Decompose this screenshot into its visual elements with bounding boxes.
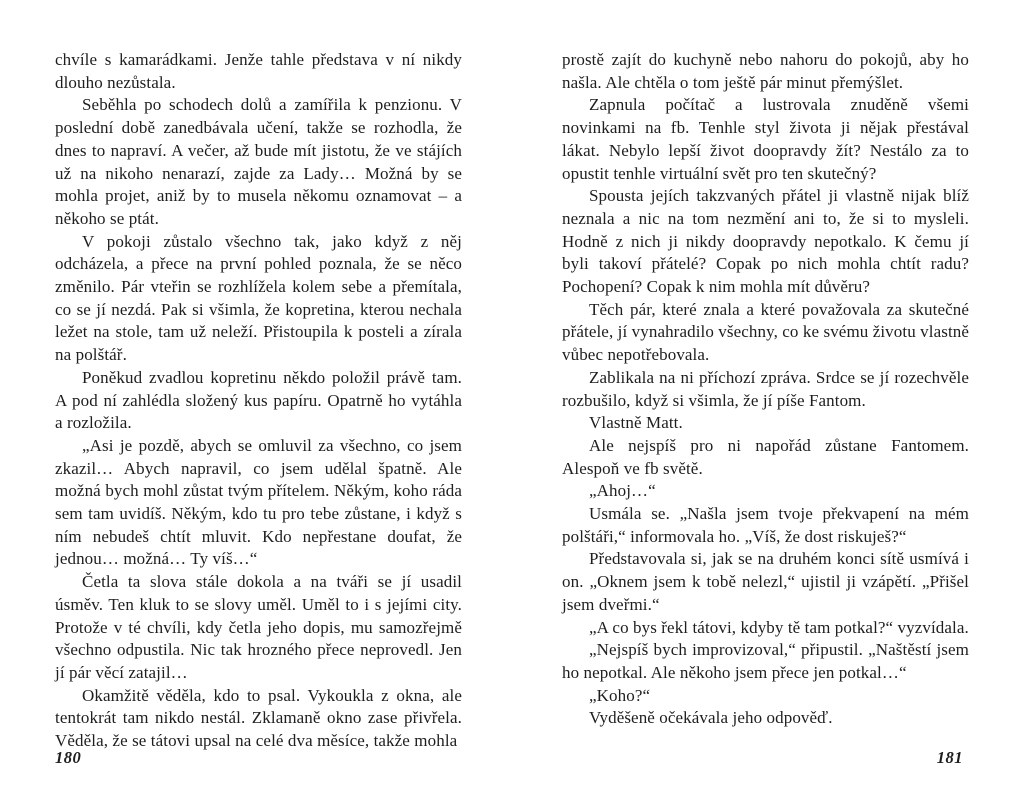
page-number-left: 180 [55,748,82,767]
paragraph: chvíle s kamarádkami. Jenže tahle představa v ní nikdy dlouho nezůstala. [55,50,462,92]
paragraph: „Koho?“ [589,685,651,705]
paragraph: Spousta jejích takzvaných přátel ji vlastně nijak blíž neznala a nic na tom nezmění ani to, že si to mysleli. Hodně z nich ji nikdy doopravdy nepotkalo. K čemu jí byli takoví přátelé? Copak po nich mohla chtít radu? Pochopení? Copak k nim mohla mít důvěru? [562,186,969,297]
paragraph: „A co bys řekl tátovi, kdyby tě tam potkal?“ vyzvídala. [589,617,969,637]
paragraph: Zablikala na ni příchozí zpráva. Srdce se jí rozechvěle rozbušilo, když si všimla, že jí píše Fantom. [562,367,969,410]
paragraph: „Asi je pozdě, abych se omluvil za všechno, co jsem zkazil… Abych napravil, co jsem udělal špatně. Ale možná bych mohl zůstat tvým přítelem. Někým, koho ráda sem tam uvidíš. Někým, kdo tu pro tebe zůstane, i když s ním nebudeš chtít mluvit. Kdo nepřestane doufat, že jednou… možná… Ty víš…“ [55,435,462,569]
paragraph: prostě zajít do kuchyně nebo nahoru do pokojů, aby ho našla. Ale chtěla o tom ještě pár minut přemýšlet. [562,50,969,92]
paragraph: Vlastně Matt. [589,413,683,433]
left-page-text [55,49,462,753]
paragraph: Četla ta slova stále dokola a na tváři se jí usadil úsměv. Ten kluk to se slovy uměl. Uměl to i s jejími city. Protože v té chvíli, kdy četla jeho dopis, mu samozřejmě všechno odpustila. Nic tak hrozného přece neprovedl. Jen jí pár věcí zatajil… [55,572,462,682]
right-page-text [562,49,969,730]
paragraph: Ale nejspíš pro ni napořád zůstane Fantomem. Alespoň ve fb světě. [562,435,969,478]
paragraph: V pokoji zůstalo všechno tak, jako když z něj odcházela, a přece na první pohled poznala, že se něco změnilo. Pár vteřin se rozhlížela kolem sebe a přemítala, co se jí nezdá. Pak si všimla, že kopretina, kterou nechala ležet na stole, tam už neleží. Přistoupila k posteli a zírala na polštář. [55,231,462,365]
page-number-right: 181 [936,748,963,767]
paragraph: Usmála se. „Našla jsem tvoje překvapení na mém polštáři,“ informovala ho. „Víš, že dost riskuješ?“ [562,504,969,546]
paragraph: Okamžitě věděla, kdo to psal. Vykoukla z okna, ale tentokrát tam nikdo nestál. Zklamaně okno zase přivřela. Věděla, že se tátovi upsal na celé dva měsíce, takže mohla [55,685,462,751]
paragraph: „Nejspíš bych improvizoval,“ připustil. „Naštěstí jsem ho nepotkal. Ale někoho jsem přece jen potkal…“ [562,640,969,682]
paragraph: Poněkud zvadlou kopretinu někdo položil právě tam. A pod ní zahlédla složený kus papíru. Opatrně ho vytáhla a rozložila. [55,367,462,433]
paragraph: Představovala si, jak se na druhém konci sítě usmívá i on. „Oknem jsem k tobě nelezl,“ ujistil ji vzápětí. „Přišel jsem dveřmi.“ [562,549,969,614]
paragraph: Seběhla po schodech dolů a zamířila k penzionu. V poslední době zanedbávala učení, takže se rozhodla, že dnes to napraví. A večer, až bude mít jistotu, že ve stájích už na nikoho nenarazí, zajde za Lady… Možná by se mohla projet, aniž by to musela někomu oznamovat – a někoho se ptát. [55,95,462,228]
paragraph: „Ahoj…“ [589,481,656,501]
paragraph: Zapnula počítač a lustrovala znuděně všemi novinkami na fb. Tenhle styl života ji nějak přestával lákat. Nebylo lepší život doopravdy žít? Nestálo za to opustit tenhle virtuální svět pro ten skutečný? [562,95,969,183]
paragraph: Vyděšeně očekávala jeho odpověď. [589,708,833,728]
paragraph: Těch pár, které znala a které považovala za skutečné přátele, jí vynahradilo všechny, co ke svému životu vlastně vůbec nepotřebovala. [562,299,970,365]
